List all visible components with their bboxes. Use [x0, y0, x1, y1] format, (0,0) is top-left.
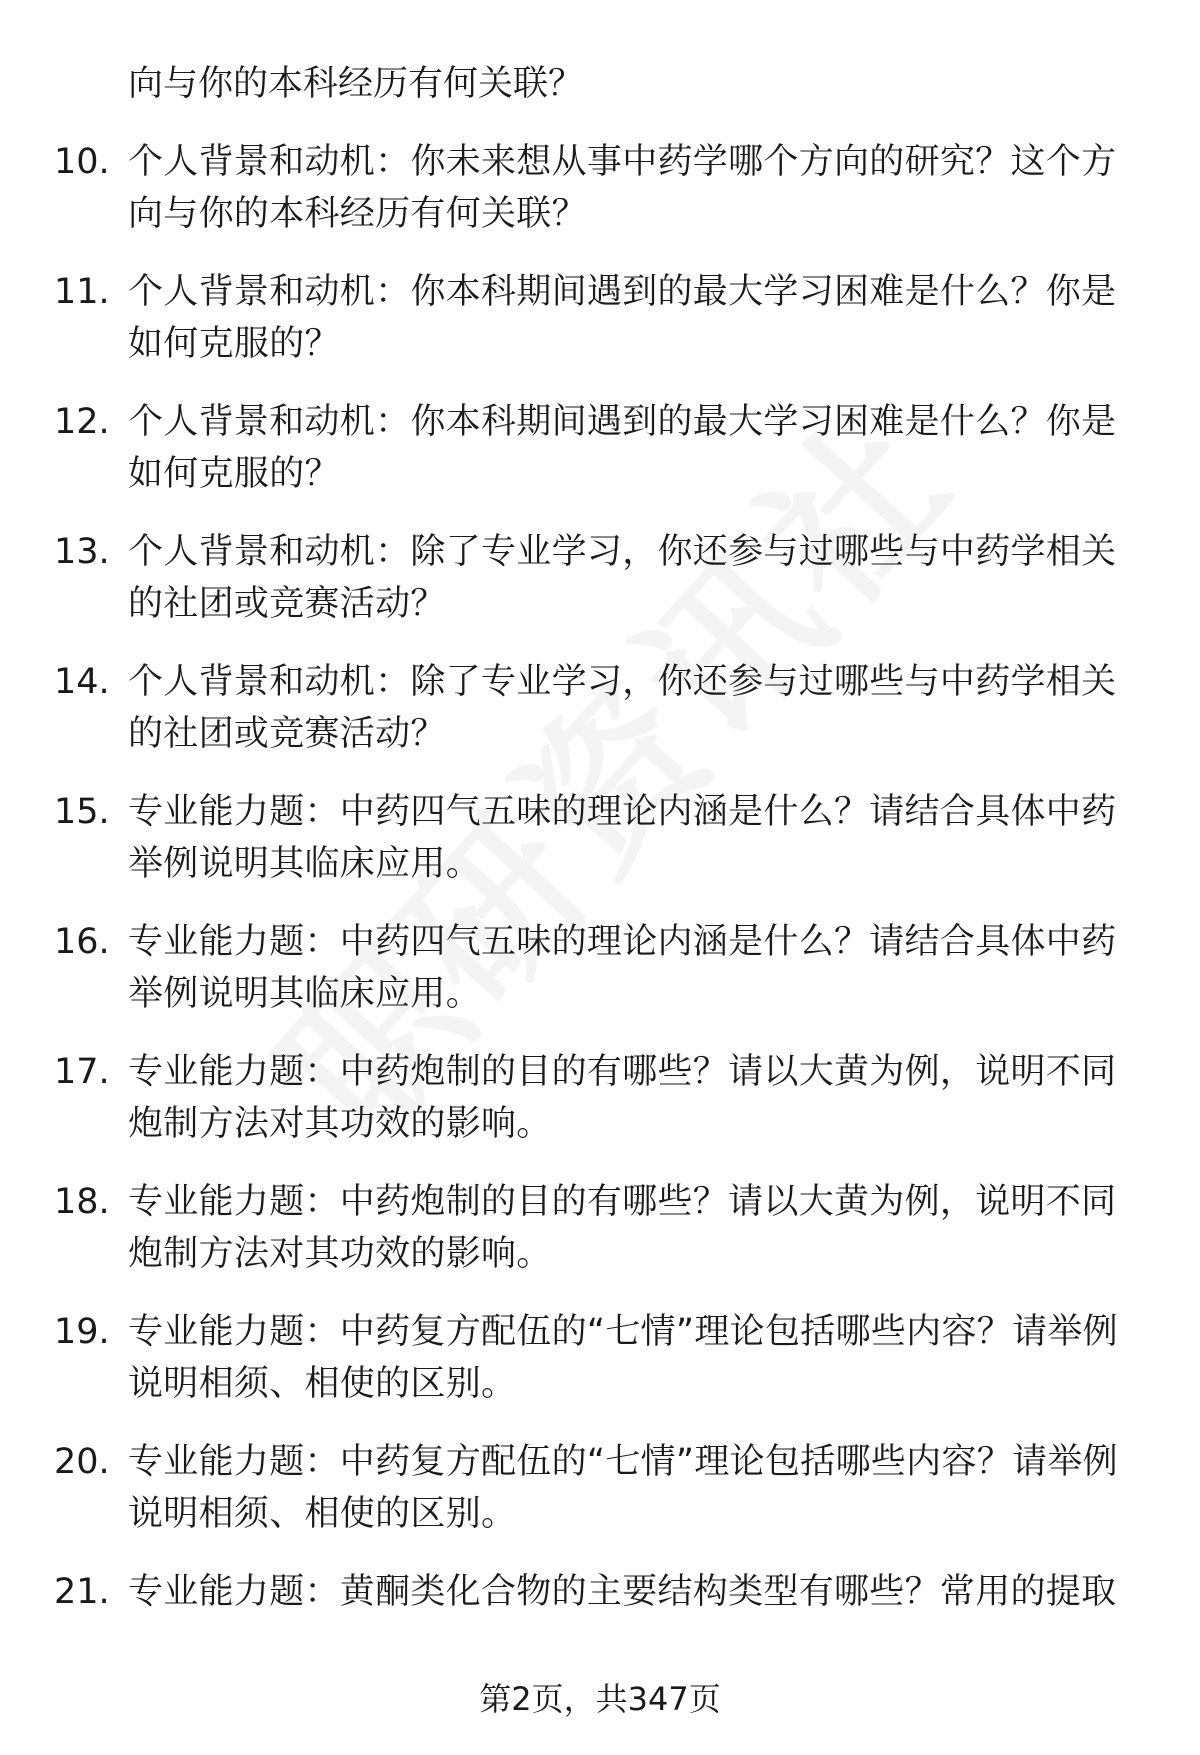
question-number: 11. — [54, 272, 110, 312]
question-number: 15. — [54, 792, 110, 832]
question-text: 专业能力题：中药四气五味的理论内涵是什么？请结合具体中药举例说明其临床应用。 — [128, 792, 1117, 884]
page-number-footer: 第2页，共347页 — [479, 1680, 721, 1718]
question-text: 专业能力题：黄酮类化合物的主要结构类型有哪些？常用的提取 — [128, 1572, 1117, 1612]
question-text: 专业能力题：中药炮制的目的有哪些？请以大黄为例，说明不同炮制方法对其功效的影响。 — [128, 1052, 1117, 1144]
question-text: 个人背景和动机：除了专业学习，你还参与过哪些与中药学相关的社团或竞赛活动？ — [128, 532, 1117, 624]
question-number: 21. — [54, 1572, 110, 1612]
question-text: 个人背景和动机：除了专业学习，你还参与过哪些与中药学相关的社团或竞赛活动？ — [128, 662, 1117, 754]
question-text: 专业能力题：中药炮制的目的有哪些？请以大黄为例，说明不同炮制方法对其功效的影响。 — [128, 1182, 1117, 1274]
question-number: 16. — [54, 922, 110, 962]
question-text: 专业能力题：中药复方配伍的“七情”理论包括哪些内容？请举例说明相须、相使的区别。 — [128, 1312, 1118, 1404]
question-number: 10. — [54, 142, 110, 182]
question-text: 个人背景和动机：你本科期间遇到的最大学习困难是什么？你是如何克服的？ — [128, 272, 1117, 364]
question-number: 17. — [54, 1052, 110, 1092]
question-text: 个人背景和动机：你未来想从事中药学哪个方向的研究？这个方向与你的本科经历有何关联？ — [128, 142, 1117, 234]
question-text: 专业能力题：中药四气五味的理论内涵是什么？请结合具体中药举例说明其临床应用。 — [128, 922, 1117, 1014]
question-number: 19. — [54, 1312, 110, 1352]
question-number: 20. — [54, 1442, 110, 1482]
question-number: 18. — [54, 1182, 110, 1222]
continued-question-text: 向与你的本科经历有何关联？ — [128, 64, 584, 104]
question-text: 个人背景和动机：你本科期间遇到的最大学习困难是什么？你是如何克服的？ — [128, 402, 1117, 494]
question-text: 专业能力题：中药复方配伍的“七情”理论包括哪些内容？请举例说明相须、相使的区别。 — [128, 1442, 1118, 1534]
question-number: 12. — [54, 402, 110, 442]
question-number: 14. — [54, 662, 110, 702]
question-number: 13. — [54, 532, 110, 572]
